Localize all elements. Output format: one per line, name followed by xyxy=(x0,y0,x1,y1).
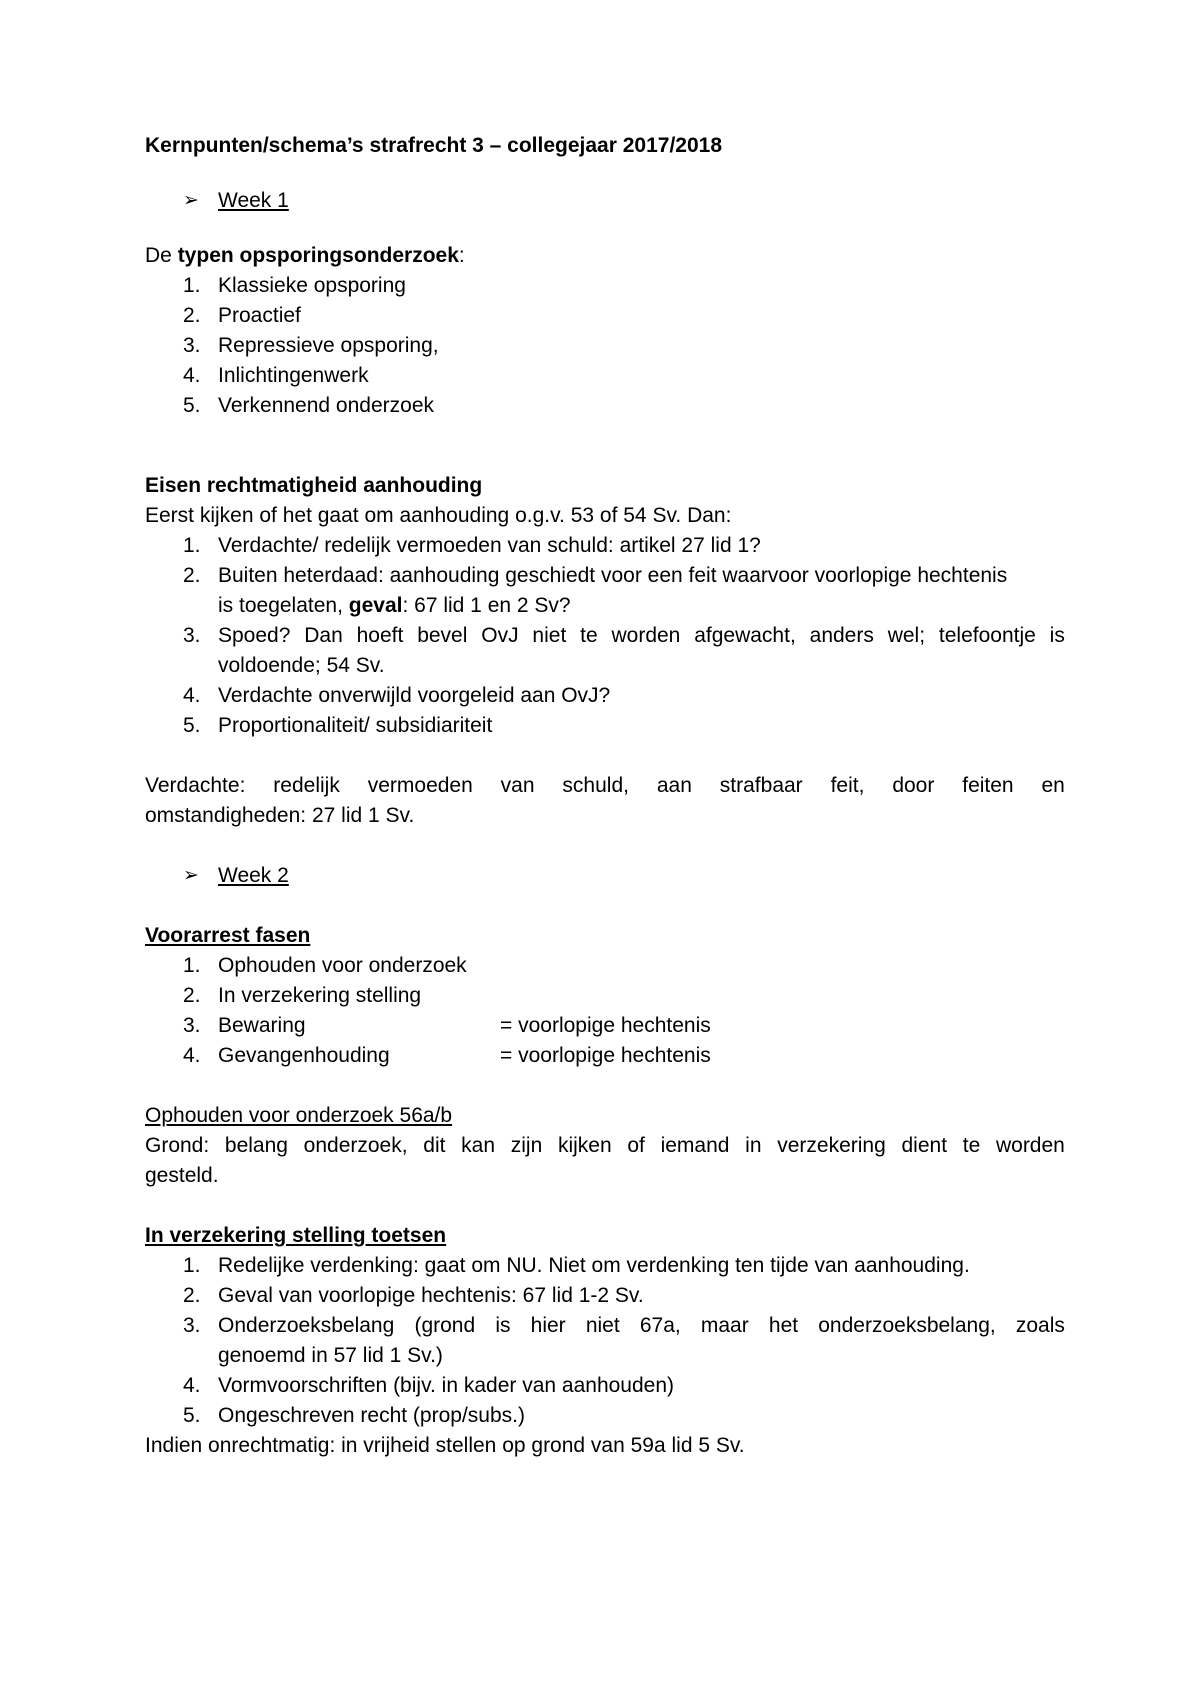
verdachte-paragraph-line2: omstandigheden: 27 lid 1 Sv. xyxy=(145,804,415,827)
ivs-closing: Indien onrechtmatig: in vrijheid stellen op grond van 59a lid 5 Sv. xyxy=(145,1434,745,1457)
list-item: Ophouden voor onderzoek xyxy=(218,954,467,977)
list-item: Bewaring xyxy=(218,1014,306,1037)
week1-heading: Week 1 xyxy=(218,189,289,212)
week2-heading: Week 2 xyxy=(218,864,289,887)
list-number: 4. xyxy=(183,684,201,707)
list-number: 4. xyxy=(183,364,201,387)
word: afgewacht, xyxy=(694,624,796,647)
word: (grond xyxy=(414,1314,476,1337)
list-number: 5. xyxy=(183,714,201,737)
word: strafbaar xyxy=(719,774,803,797)
list-item-justified xyxy=(218,1311,1065,1341)
fasen-heading: Voorarrest fasen xyxy=(145,924,311,947)
typen-heading: De typen opsporingsonderzoek: xyxy=(145,244,465,267)
word: te xyxy=(962,1134,981,1157)
word: van xyxy=(500,774,535,797)
list-number: 2. xyxy=(183,1284,201,1307)
list-number: 3. xyxy=(183,334,201,357)
word: en xyxy=(1041,774,1065,797)
word: worden xyxy=(611,624,681,647)
list-item: Gevangenhouding xyxy=(218,1044,390,1067)
list-item: Proportionaliteit/ subsidiariteit xyxy=(218,714,493,737)
word: verzekering xyxy=(777,1134,886,1157)
ivs-heading: In verzekering stelling toetsen xyxy=(145,1224,447,1247)
word: hier xyxy=(530,1314,566,1337)
document-title: Kernpunten/schema’s strafrecht 3 – collegejaar 2017/2018 xyxy=(145,134,723,157)
word: aan xyxy=(656,774,692,797)
list-item-continuation: voldoende; 54 Sv. xyxy=(218,654,385,677)
word: te xyxy=(580,624,598,647)
word: Verdachte: xyxy=(145,774,246,797)
word: of xyxy=(627,1134,645,1157)
word: is xyxy=(1049,624,1065,647)
list-number: 2. xyxy=(183,304,201,327)
word: schuld, xyxy=(562,774,629,797)
arrow-bullet-icon: ➢ xyxy=(183,865,199,886)
eisen-heading: Eisen rechtmatigheid aanhouding xyxy=(145,474,483,497)
list-number: 4. xyxy=(183,1374,201,1397)
list-item: Inlichtingenwerk xyxy=(218,364,369,387)
word: zijn xyxy=(510,1134,543,1157)
word: anders xyxy=(809,624,874,647)
word: hoeft xyxy=(356,624,404,647)
word: Spoed? xyxy=(218,624,291,647)
list-item: Repressieve opsporing, xyxy=(218,334,439,357)
word: onderzoeksbelang, xyxy=(818,1314,996,1337)
verdachte-paragraph-line1 xyxy=(145,771,1065,801)
list-number: 2. xyxy=(183,984,201,1007)
word: worden xyxy=(995,1134,1065,1157)
word: vermoeden xyxy=(367,774,473,797)
word: telefoontje xyxy=(938,624,1036,647)
list-item-justified xyxy=(218,621,1065,651)
list-number: 1. xyxy=(183,534,201,557)
word: Onderzoeksbelang xyxy=(218,1314,395,1337)
word: OvJ xyxy=(481,624,519,647)
list-number: 3. xyxy=(183,1014,201,1037)
list-item: Proactief xyxy=(218,304,301,327)
list-item: Klassieke opsporing xyxy=(218,274,406,297)
list-number: 5. xyxy=(183,394,201,417)
word: is xyxy=(495,1314,511,1337)
word: niet xyxy=(585,1314,620,1337)
list-item: Buiten heterdaad: aanhouding geschiedt voor een feit waarvoor voorlopige hechtenis xyxy=(218,564,1008,587)
word: 67a, xyxy=(639,1314,681,1337)
word: Dan xyxy=(304,624,343,647)
word: onderzoek, xyxy=(303,1134,408,1157)
list-item-continuation: genoemd in 57 lid 1 Sv.) xyxy=(218,1344,443,1367)
list-item: Verdachte/ redelijk vermoeden van schuld: artikel 27 lid 1? xyxy=(218,534,761,557)
list-item: Redelijke verdenking: gaat om NU. Niet om verdenking ten tijde van aanhouding. xyxy=(218,1254,970,1277)
list-number: 3. xyxy=(183,624,201,647)
ophouden-heading: Ophouden voor onderzoek 56a/b xyxy=(145,1104,453,1127)
ophouden-paragraph-line2: gesteld. xyxy=(145,1164,219,1187)
word: kijken xyxy=(557,1134,612,1157)
word: Grond: xyxy=(145,1134,210,1157)
list-number: 1. xyxy=(183,1254,201,1277)
list-item-note: = voorlopige hechtenis xyxy=(500,1014,711,1037)
list-number: 1. xyxy=(183,274,201,297)
list-item: In verzekering stelling xyxy=(218,984,422,1007)
list-number: 2. xyxy=(183,564,201,587)
ophouden-paragraph-line1 xyxy=(145,1131,1065,1161)
word: dit xyxy=(423,1134,446,1157)
arrow-bullet-icon: ➢ xyxy=(183,190,199,211)
list-item-continuation: is toegelaten, geval: 67 lid 1 en 2 Sv? xyxy=(218,594,571,617)
list-item: Geval van voorlopige hechtenis: 67 lid 1-2 Sv. xyxy=(218,1284,644,1307)
list-item-note: = voorlopige hechtenis xyxy=(500,1044,711,1067)
word: maar xyxy=(700,1314,749,1337)
word: iemand xyxy=(660,1134,730,1157)
list-item: Vormvoorschriften (bijv. in kader van aanhouden) xyxy=(218,1374,675,1397)
word: in xyxy=(745,1134,762,1157)
list-item: Ongeschreven recht (prop/subs.) xyxy=(218,1404,525,1427)
word: dient xyxy=(901,1134,948,1157)
list-number: 1. xyxy=(183,954,201,977)
list-number: 5. xyxy=(183,1404,201,1427)
word: door xyxy=(892,774,935,797)
eisen-intro: Eerst kijken of het gaat om aanhouding o.g.v. 53 of 54 Sv. Dan: xyxy=(145,504,732,527)
word: belang xyxy=(224,1134,288,1157)
list-number: 3. xyxy=(183,1314,201,1337)
word: wel; xyxy=(887,624,926,647)
word: bevel xyxy=(417,624,468,647)
word: niet xyxy=(532,624,567,647)
list-number: 4. xyxy=(183,1044,201,1067)
list-item: Verdachte onverwijld voorgeleid aan OvJ? xyxy=(218,684,611,707)
word: zoals xyxy=(1015,1314,1065,1337)
word: feiten xyxy=(962,774,1014,797)
word: feit, xyxy=(830,774,865,797)
word: redelijk xyxy=(273,774,340,797)
word: het xyxy=(768,1314,799,1337)
word: kan xyxy=(461,1134,496,1157)
list-item: Verkennend onderzoek xyxy=(218,394,434,417)
